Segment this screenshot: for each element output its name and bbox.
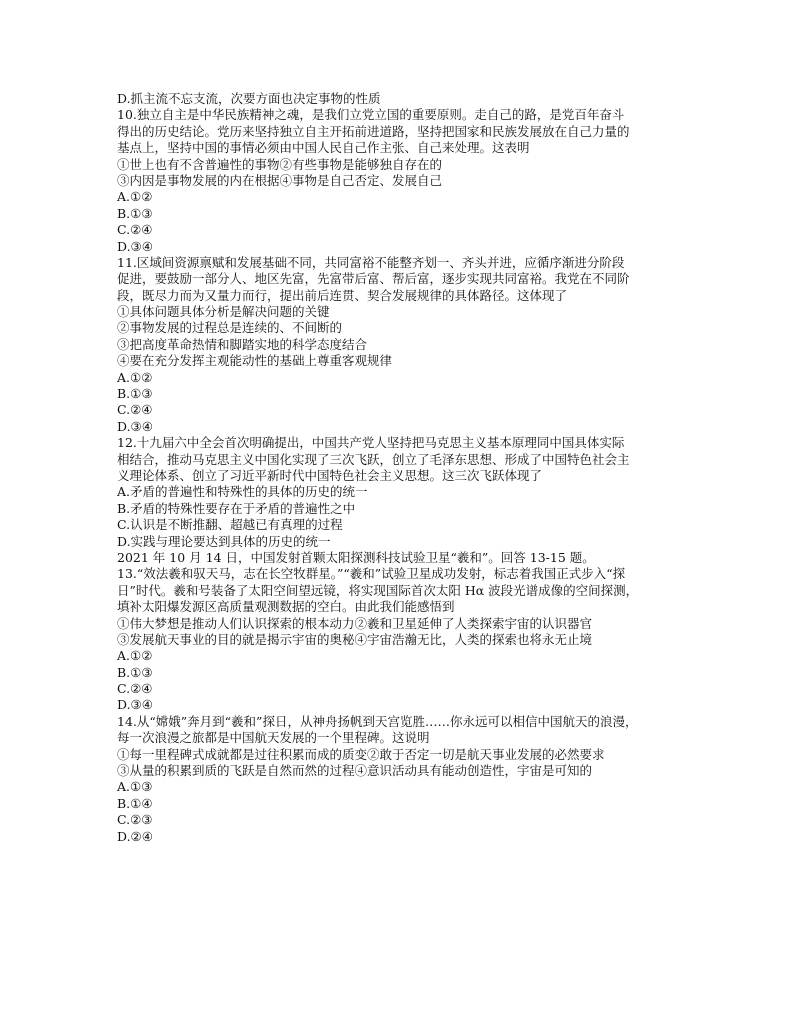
- statement-line: ③把高度革命热情和脚踏实地的科学态度结合: [117, 336, 368, 352]
- text-line: 日”时代。羲和号装备了太阳空间望远镜，将实现国际首次太阳 Hα 波段光谱成像的空间探测，: [117, 582, 639, 598]
- statement-line: ①世上也有不含普遍性的事物②有些事物是能够独自存在的: [117, 156, 443, 172]
- text-line: 义理论体系、创立了习近平新时代中国特色社会主义思想。这三次飞跃体现了: [117, 467, 543, 483]
- text-line: 得出的历史结论。党历来坚持独立自主开拓前进道路，坚持把国家和民族发展放在自己力量的: [117, 123, 630, 139]
- option-c: C.认识是不断推翻、超越已有真理的过程: [117, 517, 343, 533]
- option-a: A.①③: [117, 779, 153, 795]
- option-b: B.矛盾的特殊性要存在于矛盾的普遍性之中: [117, 500, 356, 516]
- option-a: A.①②: [117, 648, 153, 664]
- text-line: 相结合，推动马克思主义中国化实现了三次飞跃，创立了毛泽东思想、形成了中国特色社会主: [117, 451, 630, 467]
- option-d: D.②④: [117, 828, 153, 844]
- statement-line: ③发展航天事业的目的就是揭示宇宙的奥秘④宇宙浩瀚无比，人类的探索也将永无止境: [117, 631, 593, 647]
- text-line: 促进，要鼓励一部分人、地区先富，先富带后富、帮后富，逐步实现共同富裕。我党在不同阶: [117, 271, 630, 287]
- statement-line: ④要在充分发挥主观能动性的基础上尊重客观规律: [117, 353, 393, 369]
- statement-line: ①每一里程碑式成就都是过往积累而成的质变②敢于否定一切是航天事业发展的必然要求: [117, 746, 605, 762]
- question-12-stem: 12.十九届六中全会首次明确提出，中国共产党人坚持把马克思主义基本原理同中国具体实际: [117, 435, 625, 451]
- question-11-stem: 11.区域间资源禀赋和发展基础不同，共同富裕不能整齐划一、齐头并进，应循序渐进分阶段: [117, 254, 625, 270]
- option-d: D.③④: [117, 238, 153, 254]
- material-intro: 2021 年 10 月 14 日，中国发射首颗太阳探测科技试验卫星“羲和”。回答 13-15 题。: [117, 549, 595, 565]
- statement-line: ①伟大梦想是推动人们认识探索的根本动力②羲和卫星延伸了人类探索宇宙的认识器官: [117, 615, 593, 631]
- option-c: C.②④: [117, 681, 153, 697]
- option-c: C.②③: [117, 812, 153, 828]
- option-d: D.③④: [117, 697, 153, 713]
- text-line: 填补太阳爆发源区高质量观测数据的空白。由此我们能感悟到: [117, 599, 455, 615]
- statement-line: ③从量的积累到质的飞跃是自然而然的过程④意识活动具有能动创造性，宇宙是可知的: [117, 763, 593, 779]
- statement-line: ②事物发展的过程总是连续的、不间断的: [117, 320, 343, 336]
- option-b: B.①③: [117, 664, 153, 680]
- question-14-stem: 14.从“嫦娥”奔月到“羲和”探日，从神舟扬帆到天宫览胜……你永远可以相信中国航天的浪漫，: [117, 713, 638, 729]
- text-line: 段，既尽力而为又量力而行，提出前后连贯、契合发展规律的具体路径。这体现了: [117, 287, 568, 303]
- option-d: D.③④: [117, 418, 153, 434]
- option-a: A.①②: [117, 189, 153, 205]
- statement-line: ③内因是事物发展的内在根据④事物是自己否定、发展自己: [117, 172, 443, 188]
- option-b: B.①③: [117, 386, 153, 402]
- option-c: C.②④: [117, 222, 153, 238]
- option-c: C.②④: [117, 402, 153, 418]
- text-line: 基点上，坚持中国的事情必须由中国人民自己作主张、自己来处理。这表明: [117, 140, 530, 156]
- text-line: 每一次浪漫之旅都是中国航天发展的一个里程碑。这说明: [117, 730, 430, 746]
- option-b: B.①④: [117, 795, 153, 811]
- option-b: B.①③: [117, 205, 153, 221]
- question-10-stem: 10.独立自主是中华民族精神之魂，是我们立党立国的重要原则。走自己的路，是党百年奋斗: [117, 107, 625, 123]
- statement-line: ①具体问题具体分析是解决问题的关键: [117, 304, 330, 320]
- question-13-stem: 13.“效法羲和驭天马，志在长空牧群星。”“羲和”试验卫星成功发射，标志着我国正式步入“探: [117, 566, 626, 582]
- option-a: A.矛盾的普遍性和特殊性的具体的历史的统一: [117, 484, 368, 500]
- option-d: D.实践与理论要达到具体的历史的统一: [117, 533, 331, 549]
- option-a: A.①②: [117, 369, 153, 385]
- text-line: D.抓主流不忘支流，次要方面也决定事物的性质: [117, 91, 381, 106]
